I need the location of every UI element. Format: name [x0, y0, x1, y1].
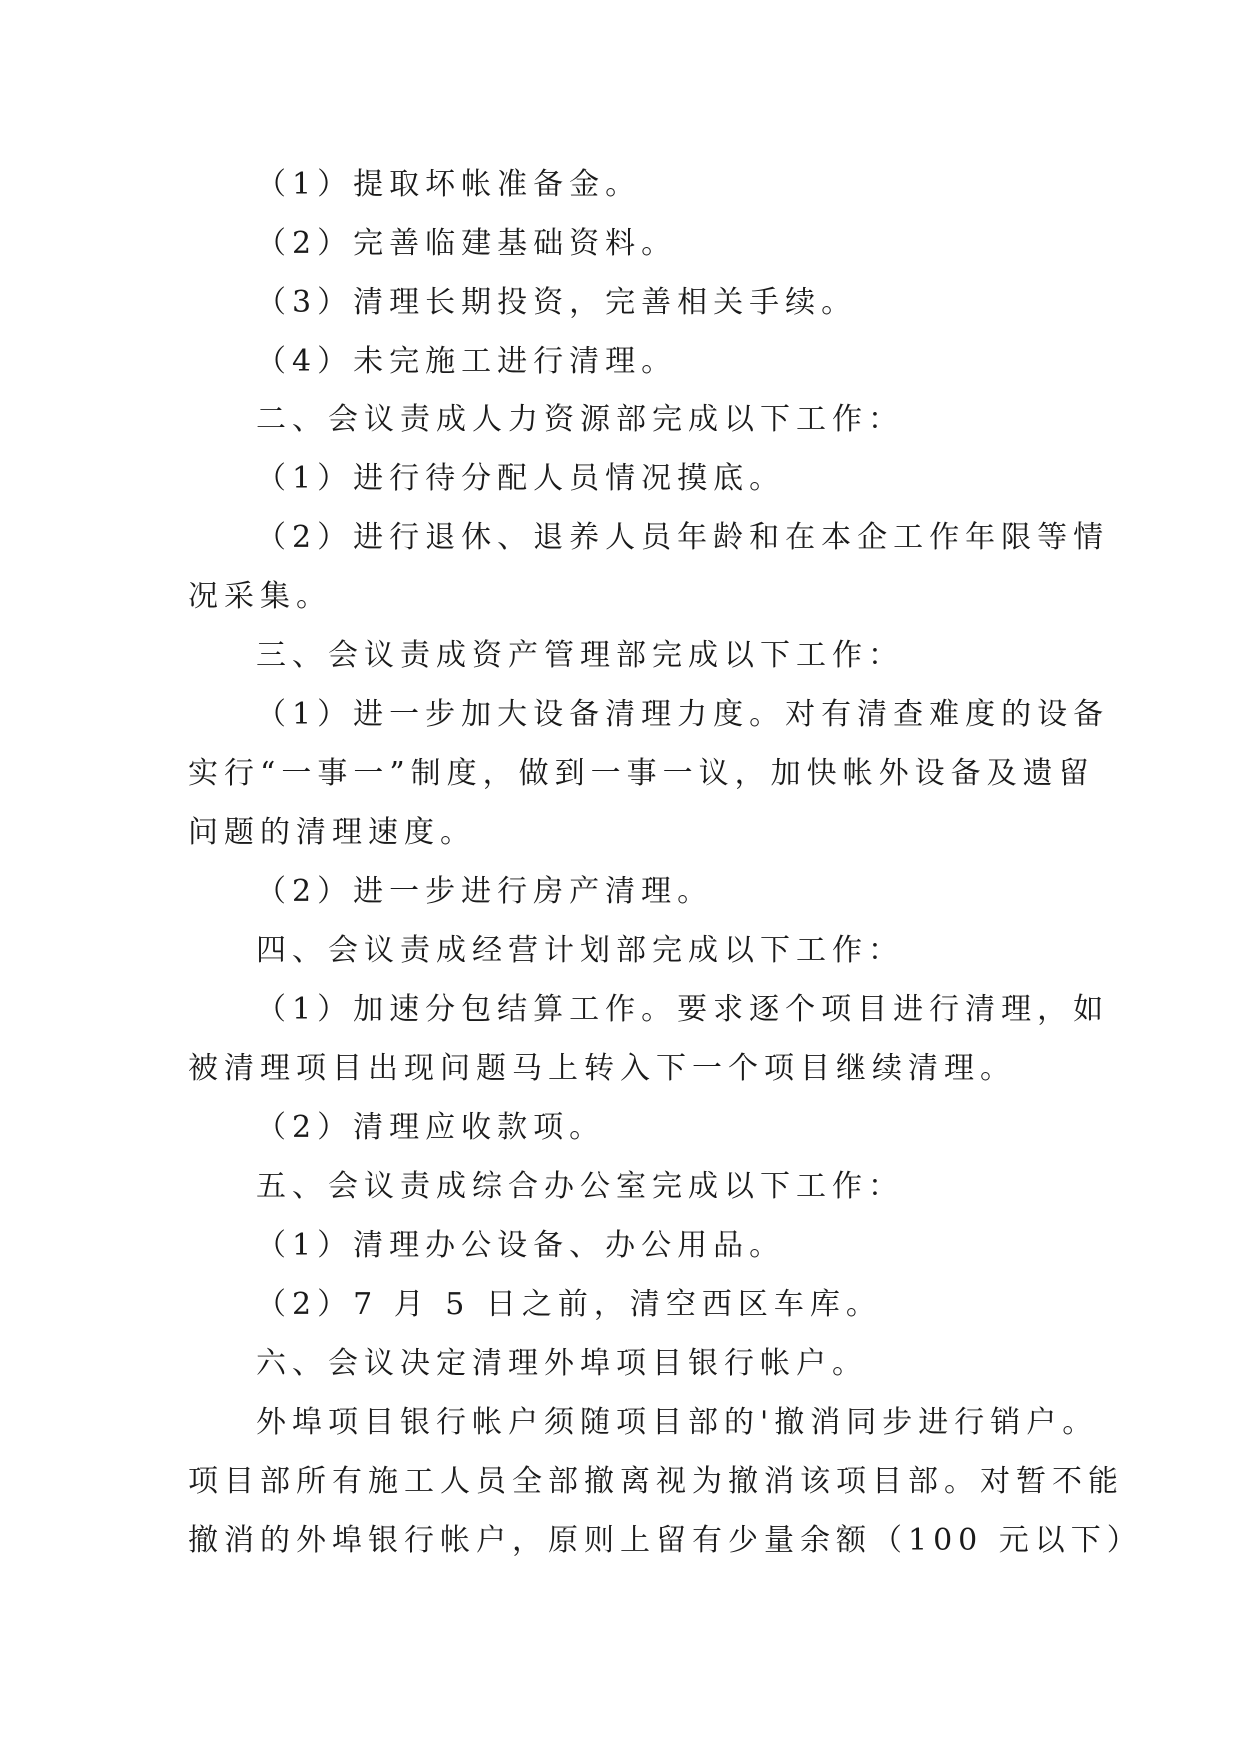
text-line-24: 撤消的外埠银行帐户，原则上留有少量余额（100 元以下） [188, 1523, 1143, 1558]
text-line-6: （1）进行待分配人员情况摸底。 [256, 461, 786, 496]
text-line-12: 问题的清理速度。 [188, 815, 476, 850]
text-line-4: （4）未完施工进行清理。 [256, 344, 678, 379]
text-line-20: （2）7 月 5 日之前，清空西区车库。 [256, 1287, 882, 1322]
text-line-8: 况采集。 [188, 579, 332, 614]
text-line-15: （1）加速分包结算工作。要求逐个项目进行清理，如 [256, 992, 1110, 1027]
text-line-11: 实行“一事一”制度，做到一事一议，加快帐外设备及遗留 [188, 756, 1095, 791]
section-heading-6: 六、会议决定清理外埠项目银行帐户。 [256, 1346, 868, 1381]
text-line-13: （2）进一步进行房产清理。 [256, 874, 714, 909]
text-line-2: （2）完善临建基础资料。 [256, 226, 678, 261]
text-line-23: 项目部所有施工人员全部撤离视为撤消该项目部。对暂不能 [188, 1464, 1124, 1499]
text-line-16: 被清理项目出现问题马上转入下一个项目继续清理。 [188, 1051, 1016, 1086]
text-line-10: （1）进一步加大设备清理力度。对有清查难度的设备 [256, 697, 1110, 732]
section-heading-3: 三、会议责成资产管理部完成以下工作： [256, 638, 904, 673]
text-line-1: （1）提取坏帐准备金。 [256, 167, 642, 202]
text-line-7: （2）进行退休、退养人员年龄和在本企工作年限等情 [256, 520, 1110, 555]
text-line-3: （3）清理长期投资，完善相关手续。 [256, 285, 858, 320]
text-line-19: （1）清理办公设备、办公用品。 [256, 1228, 786, 1263]
text-line-22: 外埠项目银行帐户须随项目部的'撤消同步进行销户。 [256, 1405, 1099, 1440]
text-line-17: （2）清理应收款项。 [256, 1110, 606, 1145]
section-heading-2: 二、会议责成人力资源部完成以下工作： [256, 402, 904, 437]
section-heading-4: 四、会议责成经营计划部完成以下工作： [256, 933, 904, 968]
section-heading-5: 五、会议责成综合办公室完成以下工作： [256, 1169, 904, 1204]
